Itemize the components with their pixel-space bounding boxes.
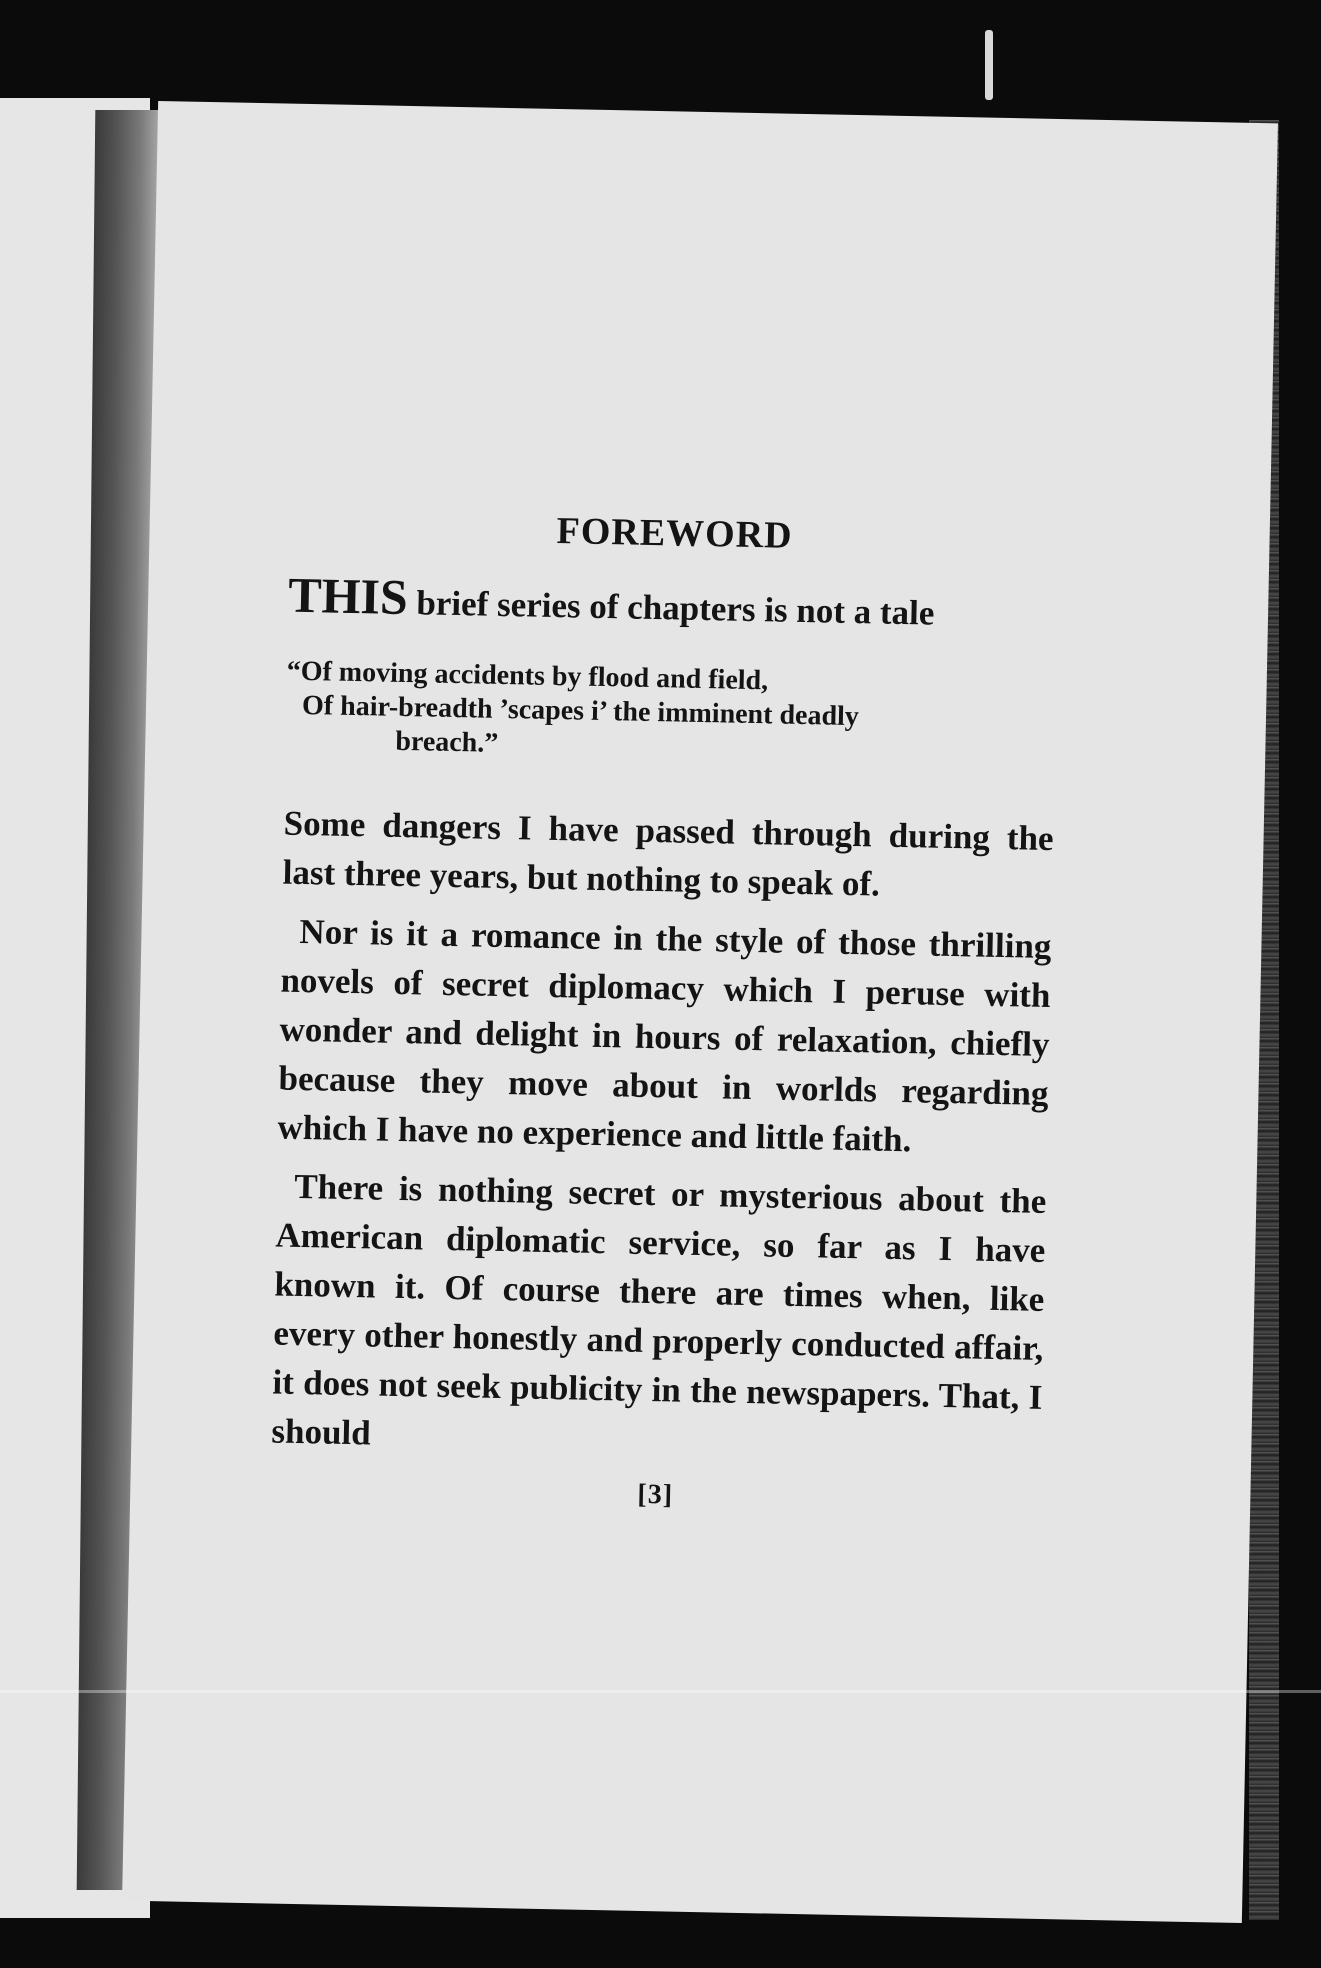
bookmark-ribbon [985,30,993,100]
quote-line: breach.” [395,725,499,759]
page-number: [3] [637,1478,674,1511]
body-paragraph: Nor is it a romance in the style of those thrilling novels of secret diplomacy which I peruse with wonder and delight in hours of relaxation, chiefly because they move about in worlds regarding which I have no experience and little faith. [277,911,1052,1159]
page-text-block [270,504,1060,1519]
body-paragraph: There is nothing secret or mysterious about the American diplomatic service, so far as I have known it. Of course there are times when, like every other honestly and properly conducted affair, it does not seek publicity in the newspapers. That, I should [271,1166,1047,1453]
verse-quotation [285,654,1057,771]
chapter-heading: FOREWORD [556,510,793,557]
book-page [122,101,1278,1923]
scan-artifact-line [0,1690,1321,1693]
opening-line-text: brief series of chapters is not a tale [407,582,935,633]
quote-line: “Of moving accidents by flood and field, [286,655,769,696]
opening-line [287,566,1059,639]
body-paragraph: Some dangers I have passed through during the last three years, but nothing to speak of. [282,803,1054,904]
opening-drop-word: THIS [287,566,409,625]
quote-line: Of hair-breadth ’scapes i’ the imminent deadly [301,689,860,732]
